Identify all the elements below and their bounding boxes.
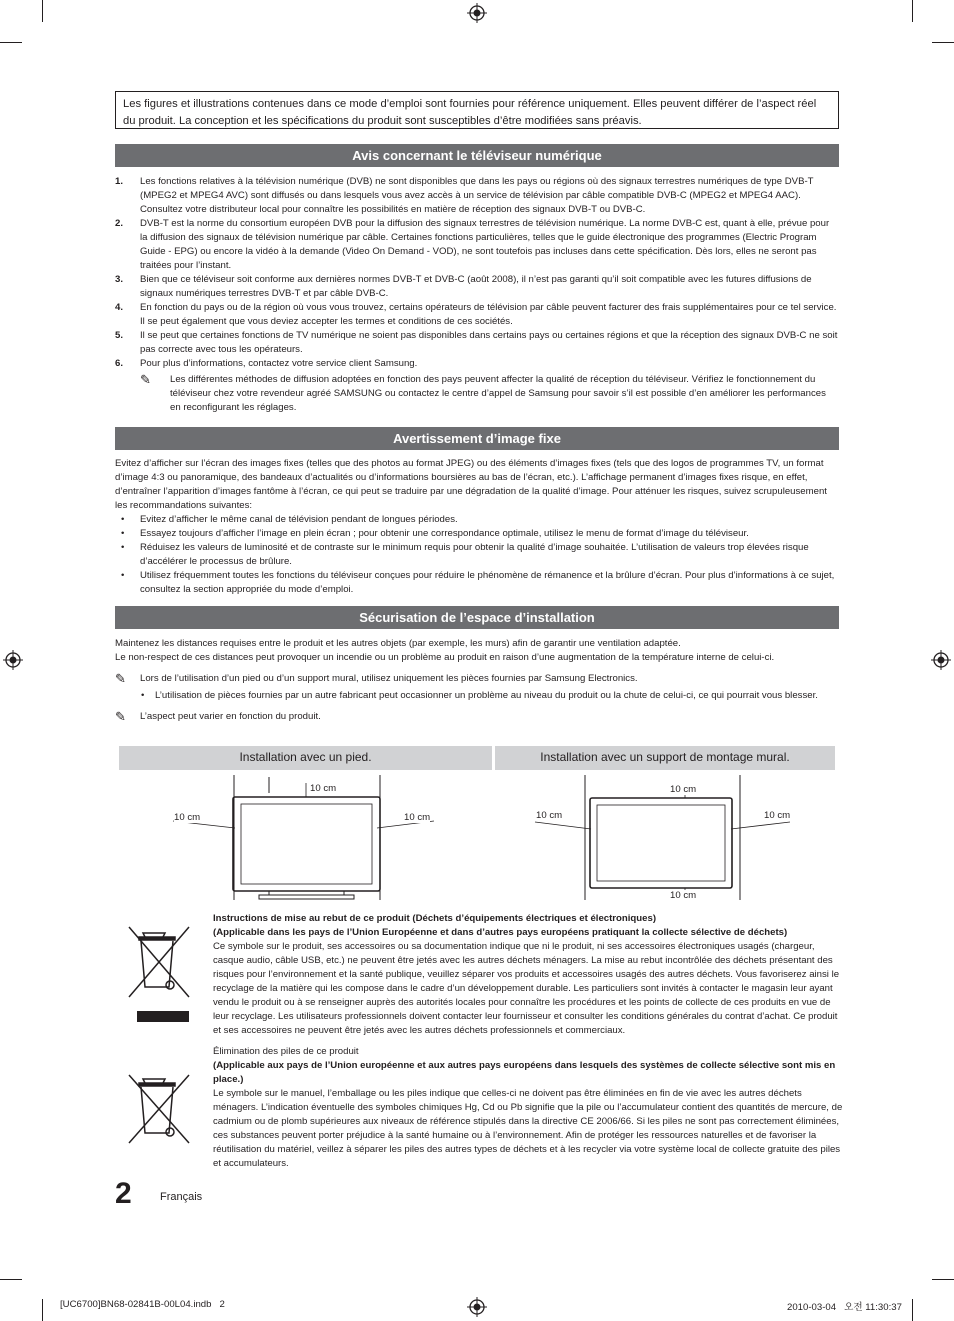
- note: ✎ Les différentes méthodes de diffusion adoptées en fonction des pays peuvent affecter la qualité de réception du téléviseur. Vérifiez le fonctionnement du téléviseur chez votre revendeur agréé SAMSUNG ou contactez le centre d’appel de Samsung pour savoir s’il est possible d’en améliorer les performances en reconfigurant les réglages.: [140, 372, 826, 413]
- registration-mark-icon: [931, 650, 951, 670]
- page-number: 2: [115, 1177, 132, 1210]
- wall-installation-label: Installation avec un support de montage mural.: [495, 746, 835, 770]
- pencil-note-icon: ✎: [115, 671, 126, 686]
- page-language: Français: [160, 1191, 203, 1203]
- list-item: 1. Les fonctions relatives à la télévision numérique (DVB) ne sont disponibles que dans les pays ou régions où des signaux terrestres numériques de type DVB-T (MPEG2 et MPEG4 AVC) sont diffusés ou dans lesquels vous avez accès à un service de télévision par câble compatible DVB-C (MPEG2 et MPEG4 AAC). Consultez votre distributeur local pour connaître les possibilités en matière de réception des signaux DVB-T ou DVB-C.: [115, 176, 814, 215]
- battery-text: [213, 1045, 847, 1171]
- distance-label: 10 cm: [764, 810, 791, 821]
- print-file-name: [UC6700]BN68-02841B-00L04.indb 2: [60, 1299, 225, 1310]
- crop-mark: [42, 0, 43, 22]
- section-title-still-image: Avertissement d’image fixe: [115, 427, 839, 450]
- disclaimer-box: Les figures et illustrations contenues dans ce mode d’emploi sont fournies pour référence uniquement. Elles peuvent différer de l’aspect réel du produit. La conception et les spécifications du produit sont susceptibles d’être modifiées sans préavis.: [115, 91, 839, 129]
- crop-mark: [912, 0, 913, 22]
- stand-installation-diagram: [119, 775, 492, 900]
- weee-subtitle: (Applicable dans les pays de l’Union Européenne et dans d’autres pays européens pratiquant la collecte sélective de déchets): [213, 927, 788, 938]
- print-date: 2010-03-04 오전 11:30:37: [787, 1302, 902, 1313]
- crossed-out-battery-bin-icon: [127, 1073, 191, 1145]
- wall-installation-diagram: [495, 775, 835, 900]
- section-title-installation: Sécurisation de l’espace d’installation: [115, 606, 839, 629]
- list-item: • Evitez d’afficher le même canal de télévision pendant de longues périodes.: [121, 514, 458, 525]
- weee-body: Ce symbole sur le produit, ses accessoires ou sa documentation indique que ni le produit, ni ses accessoires électroniques usagés (chargeur, casque audio, câble USB, etc.) ne peuvent être jetés avec les autres déchets ménagers. La mise au rebut incontrôlée des déchets présentant des risques pour l’environnement et la santé publique, veuillez séparer vos produits et accessoires usagés des autres déchets. Vous favoriserez ainsi le recyclage de la matière qui les compose dans le cadre d’un développement durable. Les particuliers sont invités à contacter le magasin leur ayant vendu le produit ou à se renseigner auprès des autorités locales pour connaître les procédures et les points de collecte de ces produits en vue de leur recyclage. Les utilisateurs professionnels doivent contacter leur fournisseur et consulter les conditions générales du contrat d’achat. Ce produit et ses accessoires ne peuvent être jetés avec les autres déchets professionnels et commerciaux.: [213, 941, 840, 1036]
- list-item: 3. Bien que ce téléviseur soit conforme aux dernières normes DVB-T et DVB-C (août 2008), il n’est pas garanti qu’il soit compatible avec les futures diffusions de signaux numériques terrestres DVB-T et par câble DVB-C.: [115, 274, 812, 299]
- pencil-note-icon: ✎: [115, 709, 126, 724]
- distance-label: 10 cm: [536, 810, 563, 821]
- registration-mark-icon: [467, 3, 487, 23]
- distance-label: 10 cm: [404, 812, 431, 823]
- crop-mark: [912, 1299, 913, 1321]
- registration-mark-icon: [467, 1297, 487, 1317]
- weee-text: [213, 912, 847, 1038]
- list-item: • L’utilisation de pièces fournies par un autre fabricant peut occasionner un problème au niveau du produit ou la chute de celui-ci, ce qui pourrait vous blesser.: [141, 690, 818, 701]
- bullet-icon: •: [121, 514, 125, 525]
- crop-mark: [0, 42, 22, 43]
- battery-subtitle: (Applicable aux pays de l’Union européenne et aux autres pays européens dans lesquels des systèmes de collecte sélective sont mis en place.): [213, 1060, 836, 1085]
- list-item: • Essayez toujours d’afficher l’image en plein écran ; pour obtenir une correspondance optimale, utilisez le menu de format d’image du téléviseur.: [121, 528, 749, 539]
- note: ✎ Lors de l’utilisation d’un pied ou d’un support mural, utilisez uniquement les pièces fournies par Samsung Electronics.: [115, 671, 638, 686]
- bullet-icon: •: [121, 542, 125, 553]
- still-image-intro: Evitez d’afficher sur l’écran des images fixes (telles que des photos au format JPEG) ou des éléments d’images fixes (tels que des logos de programmes TV, un format d’image 4:3 ou panoramique, des bandeaux d’actualités ou d’informations boursières au bas de l’écran, etc.). L’affichage permanent d’images fixes risque, en effet, d’entraîner l’apparition d’images fantôme à l’écran, ce qui peut se traduire par une dégradation de la qualité d’image. Pour atténuer les risques, suivez scrupuleusement les recommandations suivantes:: [115, 458, 827, 511]
- installation-text: Maintenez les distances requises entre le produit et les autres objets (par exemple, les murs) afin de garantir une ventilation adaptée. Le non-respect de ces distances peut provoquer un incendie ou un problème au produit en raison d’une augmentation de la température interne de celui-ci. ✎ Lors de l’utilisation d’un pied ou d’un support mural, utilisez uniquement les pièces fournies par Samsung Electronics. • L’utilisation de pièces fournies par un autre fabricant peut occasionner un problème au niveau du produit ou la chute de celui-ci, ce qui pourrait vous blesser. ✎ L’aspect peut varier en fonction du produit.: [115, 637, 839, 724]
- note: ✎ L’aspect peut varier en fonction du produit.: [115, 709, 321, 724]
- battery-body: Le symbole sur le manuel, l’emballage ou les piles indique que celles-ci ne doivent pas être éliminées en fin de vie avec les autres déchets ménagers. L’indication éventuelle des symboles chimiques Hg, Cd ou Pb signifie que la pile ou l’accumulateur contient des quantités de mercure, de cadmium ou de plomb supérieures aux niveaux de référence stipulés dans la directive CE 2006/66. Si les piles ne sont pas correctement éliminées, ces substances peuvent porter préjudice à la santé humaine ou à l’environnement. Afin de protéger les ressources naturelles et de favoriser la réutilisation du matériel, veillez à séparer les piles des autres types de déchets et à les recycler via votre système local de collecte gratuite des piles et accumulateurs.: [213, 1088, 843, 1169]
- bullet-icon: •: [121, 570, 125, 581]
- battery-title: Élimination des piles de ce produit: [213, 1046, 359, 1057]
- distance-label: 10 cm: [174, 812, 201, 823]
- list-item: 6. Pour plus d’informations, contactez votre service client Samsung.: [115, 358, 418, 369]
- still-image-text: [115, 457, 839, 597]
- weee-title: Instructions de mise au rebut de ce produit (Déchets d’équipements électriques et électroniques): [213, 913, 657, 924]
- distance-label: 10 cm: [670, 784, 697, 795]
- bullet-icon: •: [121, 528, 125, 539]
- bullet-icon: •: [141, 690, 145, 701]
- list-item: 4. En fonction du pays ou de la région où vous vous trouvez, certains opérateurs de télévision par câble peuvent facturer des frais supplémentaires pour ce tel service. Il se peut également que vous deviez accepter les termes et conditions de ces sociétés.: [115, 302, 837, 327]
- crop-mark: [932, 42, 954, 43]
- stand-installation-label: Installation avec un pied.: [119, 746, 492, 770]
- list-item: 5. Il se peut que certaines fonctions de TV numérique ne soient pas disponibles dans certains pays ou certaines régions et que la réception des signaux DVB-C ne soit pas correcte avec tous les opérateurs.: [115, 330, 838, 355]
- distance-label: 10 cm: [310, 783, 337, 794]
- pencil-note-icon: ✎: [140, 372, 151, 387]
- section-title-digital-tv: Avis concernant le téléviseur numérique: [115, 144, 839, 167]
- crop-mark: [0, 1279, 22, 1280]
- crossed-out-bin-icon: [127, 925, 191, 1023]
- distance-label: 10 cm: [670, 890, 697, 901]
- crop-mark: [932, 1279, 954, 1280]
- list-item: 2. DVB-T est la norme du consortium européen DVB pour la diffusion des signaux terrestres de télévision numérique. La norme DVB-C est, quant à elle, prévue pour la diffusion des signaux de télévision numérique par câble. Certaines fonctions particulières, telles que le guide électronique des programmes (Electric Program Guide - EPG) ou encore la vidéo à la demande (Video On Demand - VOD), ne sont toutefois pas incluses dans cette spécification. Dès lors, elles ne seront pas traitées pour l’instant.: [115, 218, 830, 271]
- digital-tv-list: [115, 175, 839, 415]
- list-item: • Réduisez les valeurs de luminosité et de contraste sur le minimum requis pour obtenir la qualité d’image souhaitée. L’utilisation de valeurs trop élevées risque d’accélérer le processus de brûlure.: [121, 542, 809, 567]
- list-item: • Utilisez fréquemment toutes les fonctions du téléviseur conçues pour réduire le phénomène de rémanence et la brûlure d’écran. Pour plus d’informations à ce sujet, consultez la section appropriée du mode d’emploi.: [121, 570, 835, 595]
- crop-mark: [42, 1299, 43, 1321]
- registration-mark-icon: [3, 650, 23, 670]
